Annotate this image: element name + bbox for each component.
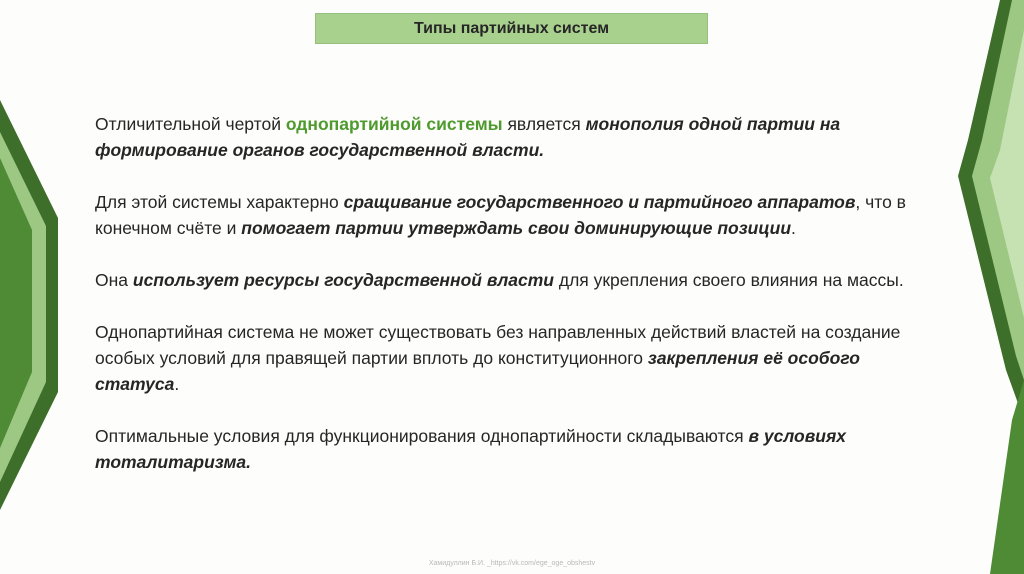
text-run: использует ресурсы государственной власти <box>132 270 554 290</box>
text-run: Отличительной чертой <box>95 114 286 134</box>
text-run: . <box>791 218 796 238</box>
text-run: Однопартийная система не может существовать без направленных действий властей на создание особых условий для правящей партии вплоть до конституционного <box>95 322 901 368</box>
content-body <box>95 111 935 501</box>
slide-title: Типы партийных систем <box>413 19 610 37</box>
paragraph-5 <box>95 423 935 475</box>
paragraph-2 <box>95 189 935 241</box>
text-run: для укрепления своего влияния на массы. <box>554 270 904 290</box>
title-bar <box>315 13 708 44</box>
text-run: Для этой системы характерно <box>95 192 344 212</box>
text-run: закрепления её особого статуса <box>95 348 860 394</box>
paragraph-1 <box>95 111 935 163</box>
text-run: , что в конечном счёте и <box>95 192 906 238</box>
text-run: монополия одной партии на формирование органов государственной власти. <box>95 114 841 160</box>
text-run: . <box>174 374 180 394</box>
paragraph-3 <box>95 267 935 293</box>
right-stripe-bottom <box>990 380 1024 574</box>
text-run: в условиях тоталитаризма. <box>95 426 846 472</box>
text-run: сращивание государственного и партийного аппаратов <box>343 192 856 212</box>
footer-credit: Хамидуллин Б.И. _https://vk.com/ege_oge_obshestv <box>428 560 596 567</box>
text-run: является <box>502 114 586 134</box>
text-run: Она <box>95 270 133 290</box>
text-run: однопартийной системы <box>285 114 503 134</box>
paragraph-4 <box>95 319 935 397</box>
text-run: помогает партии утверждать свои доминирующие позиции <box>241 218 792 238</box>
text-run: Оптимальные условия для функционирования однопартийности складываются <box>95 426 749 446</box>
